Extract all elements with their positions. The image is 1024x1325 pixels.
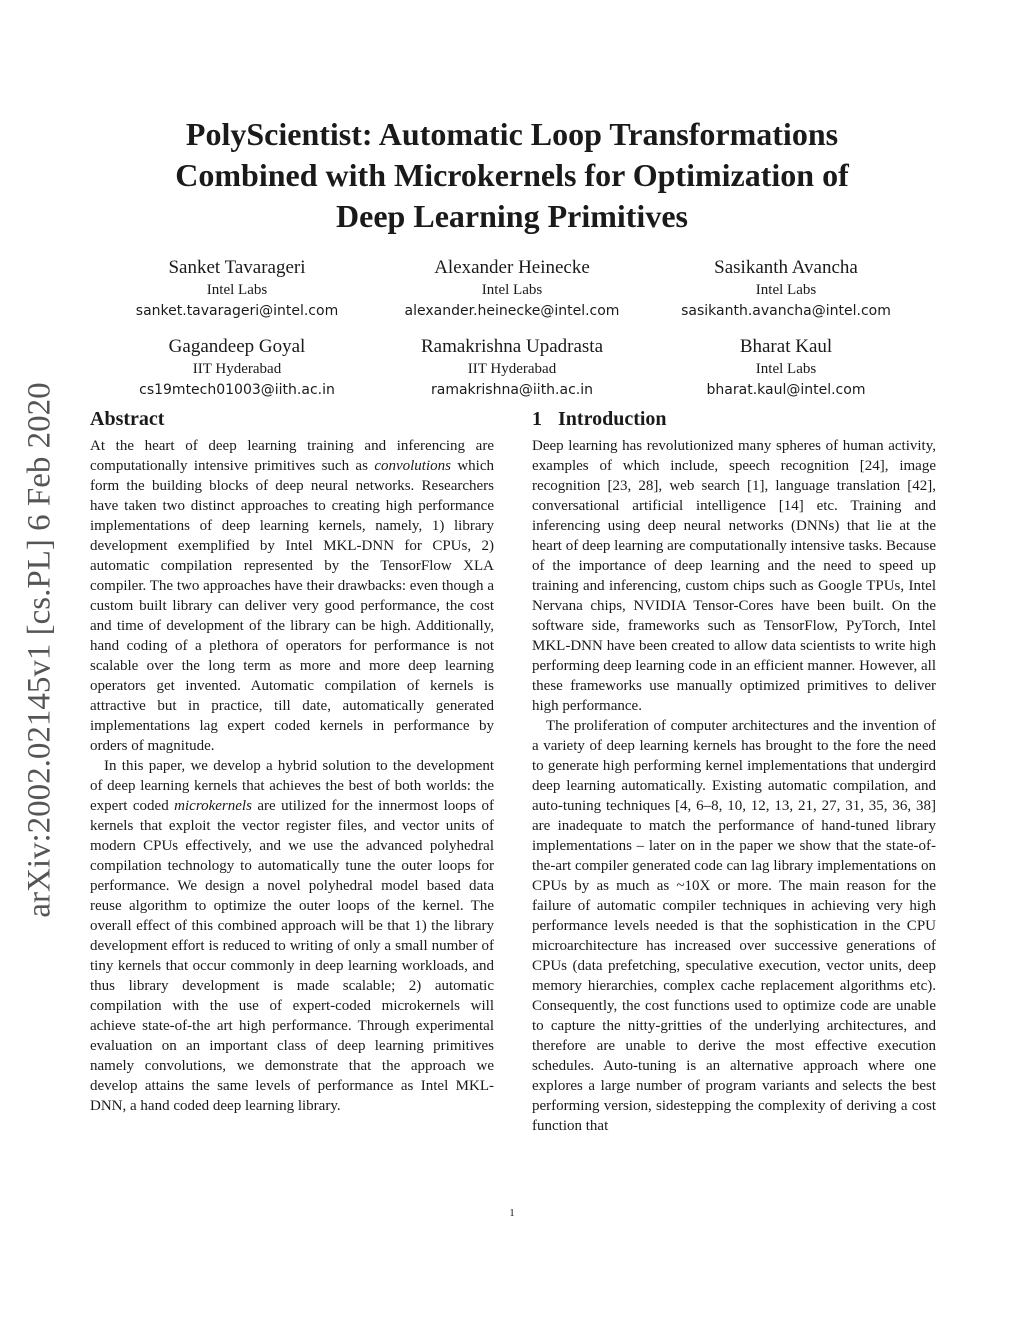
author-name: Sanket Tavarageri	[168, 257, 306, 278]
section-number: 1	[532, 408, 542, 430]
section-heading	[532, 407, 936, 431]
author-affiliation: IIT Hyderabad	[467, 361, 557, 377]
author-affiliation: IIT Hyderabad	[192, 361, 282, 377]
intro-paragraph: The proliferation of computer architectures and the invention of a variety of deep learning kernels has brought to the fore the need to generate high performing kernel implementations that undergird deep learning automatically. Existing automatic compilation, and auto-tuning techniques [4, 6–8, 10, 12, 13, 21, 27, 31, 35, 36, 38] are inadequate to match the performance of hand-tuned library implementations – later on in the paper we show that the state-of-the-art compiler generated code can lag library implementations on CPUs by as much as ~10X or more. The main reason for the failure of automatic compiler techniques in achieving very high performance levels needed is that the sophistication in the CPU microarchitecture has increased over successive generations of CPUs (data prefetching, speculative execution, vector units, deep memory hierarchies, complex cache replacement algorithms etc). Consequently, the cost functions used to optimize code are unable to capture the nitty-gritties of the underlying architectures, and therefore are unable to derive the most effective execution schedules. Auto-tuning is an alternative approach where one explores a large number of program variants and selects the best performing version, sidestepping the complexity of deriving a cost function that	[532, 718, 936, 1134]
author-affiliation: Intel Labs	[206, 282, 268, 298]
author-name: Gagandeep Goyal	[168, 336, 306, 357]
author-name: Alexander Heinecke	[434, 257, 590, 278]
author-email[interactable]: sanket.tavarageri@intel.com	[135, 303, 339, 319]
abstract-heading: Abstract	[90, 408, 165, 430]
author-email[interactable]: ramakrishna@iith.ac.in	[430, 382, 593, 398]
page-number: 1	[509, 1207, 515, 1219]
author-name: Bharat Kaul	[739, 336, 833, 357]
author-name: Ramakrishna Upadrasta	[420, 336, 604, 357]
author-name: Sasikanth Avancha	[714, 257, 858, 278]
author-email[interactable]: alexander.heinecke@intel.com	[404, 303, 620, 319]
intro-paragraph: Deep learning has revolutionized many spheres of human activity, examples of which include, speech recognition [24], image recognition [23, 28], web search [1], language translation [42], conversational artificial intelligence [14] etc. Training and inferencing using deep neural networks (DNNs) that lie at the heart of deep learning are computationally intensive tasks. Because of the importance of deep learning and the need to speed up training and inferencing, custom chips such as Google TPUs, Intel Nervana chips, NVIDIA Tensor-Cores have been built. On the software side, frameworks such as TensorFlow, PyTorch, Intel MKL-DNN have been created to allow data scientists to write high performing deep learning code in an efficient manner. However, all these frameworks use manually optimized primitives to deliver high performance.	[532, 438, 936, 714]
abstract-section	[90, 407, 494, 1116]
introduction-section	[532, 407, 936, 1136]
author-block	[621, 256, 951, 322]
title-line: PolyScientist: Automatic Loop Transformations	[185, 116, 839, 152]
author-block	[621, 335, 951, 401]
section-title: Introduction	[558, 408, 667, 430]
arxiv-id-text[interactable]: arXiv:2002.02145v1 [cs.PL] 6 Feb 2020	[21, 382, 58, 918]
author-email[interactable]: cs19mtech01003@iith.ac.in	[139, 382, 335, 398]
paper-title	[0, 114, 1024, 237]
title-line: Deep Learning Primitives	[336, 198, 688, 234]
abstract-paragraph: At the heart of deep learning training and inferencing are computationally intensive primitives such as convolutions which form the building blocks of deep neural networks. Researchers have taken two distinct approaches to creating high performance implementations of deep learning kernels, namely, 1) library development exemplified by Intel MKL-DNN for CPUs, 2) automatic compilation represented by the TensorFlow XLA compiler. The two approaches have their drawbacks: even though a custom built library can deliver very good performance, the cost and time of development of the library can be high. Additionally, hand coding of a plethora of operators for performance is not scalable over the long term as more and more deep learning operators get invented. Automatic compilation of kernels is attractive but in practice, till date, automatically generated implementations lag expert coded kernels in performance by orders of magnitude.	[90, 438, 494, 754]
author-affiliation: Intel Labs	[755, 361, 817, 377]
abstract-paragraph: In this paper, we develop a hybrid solution to the development of deep learning kernels that achieves the best of both worlds: the expert coded microkernels are utilized for the innermost loops of kernels that exploit the vector register files, and vector units of modern CPUs effectively, and we use the advanced polyhedral compilation technology to automatically tune the outer loops for performance. We design a novel polyhedral model based data reuse algorithm to optimize the outer loops of the kernel. The overall effect of this combined approach will be that 1) the library development effort is reduced to writing of only a small number of tiny kernels that occur commonly in deep learning workloads, and thus library development is made scalable; 2) automatic compilation with the use of expert-coded microkernels will achieve state-of-the art high performance. Through experimental evaluation on an important class of deep learning primitives namely convolutions, we demonstrate that the approach we develop attains the same levels of performance as Intel MKL-DNN, a hand coded deep learning library.	[90, 758, 495, 1114]
author-affiliation: Intel Labs	[481, 282, 543, 298]
author-affiliation: Intel Labs	[755, 282, 817, 298]
title-line: Combined with Microkernels for Optimization of	[175, 157, 849, 193]
author-email[interactable]: bharat.kaul@intel.com	[706, 382, 866, 398]
author-email[interactable]: sasikanth.avancha@intel.com	[681, 303, 891, 319]
